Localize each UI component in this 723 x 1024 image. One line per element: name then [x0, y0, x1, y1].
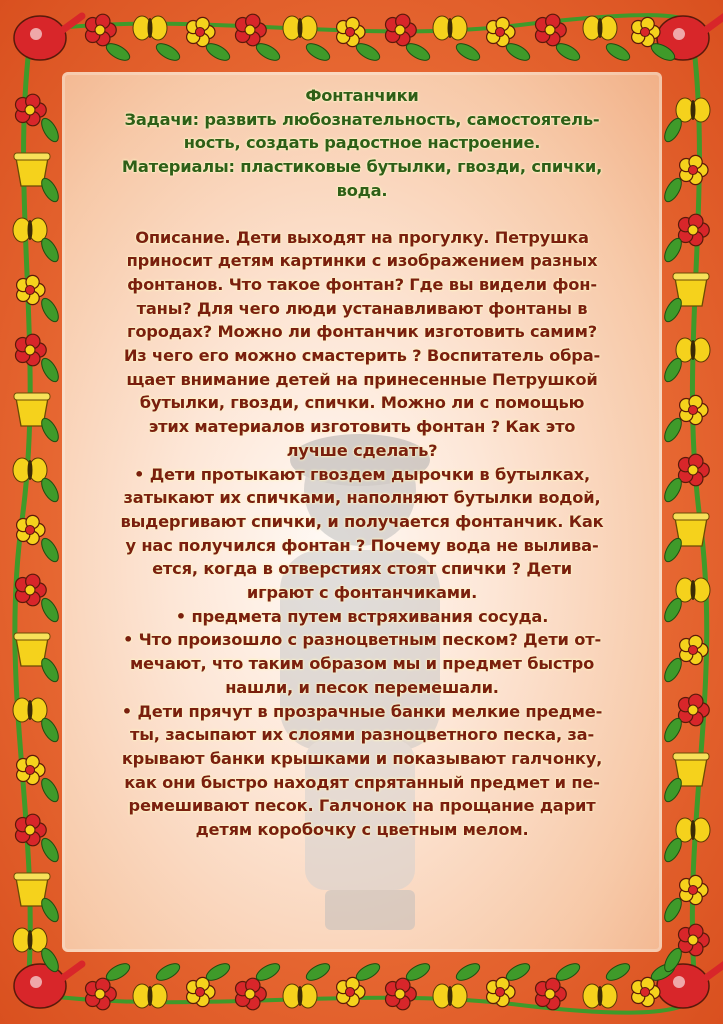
leaf-icon [661, 356, 684, 385]
description-line: приносит детям картинки с изображением разных [126, 251, 598, 271]
leaf-icon [354, 960, 383, 983]
leaf-icon [38, 716, 61, 745]
spacer [84, 203, 640, 226]
leaf-icon [38, 356, 61, 385]
butterfly-icon [133, 16, 167, 40]
leaf-icon [454, 960, 483, 983]
leaf-icon [554, 960, 583, 983]
flower-icon [680, 395, 708, 424]
description-line: у нас получился фонтан ? Почему вода не вылива- [125, 535, 599, 555]
description-line: • Дети протыкают гвоздем дырочки в бутылках, [134, 464, 590, 484]
flower-icon [680, 635, 708, 664]
materials-line: вода. [336, 180, 388, 200]
leaf-icon [661, 656, 684, 685]
leaf-icon [504, 960, 533, 983]
leaf-icon [661, 416, 684, 445]
description-line: таны? Для чего люди устанавливают фонтаны в [136, 298, 588, 318]
leaf-icon [554, 40, 583, 63]
description-line: Из чего его можно смастерить ? Воспитатель обра- [123, 346, 601, 366]
flower-icon [632, 977, 660, 1006]
description-line: ты, засыпают их слоями разноцветного песка, за- [130, 725, 594, 745]
leaf-icon [454, 40, 483, 63]
leaf-icon [38, 176, 61, 205]
butterfly-icon [13, 458, 47, 482]
flower-icon [678, 924, 709, 956]
leaf-icon [661, 116, 684, 145]
description-line: мечают, что таким образом мы и предмет быстро [129, 654, 595, 674]
leaf-icon [204, 40, 233, 63]
leaf-icon [38, 296, 61, 325]
flower-icon [487, 17, 515, 46]
flower-icon [235, 978, 266, 1010]
leaf-icon [661, 896, 684, 925]
description-line: лучше сделать? [286, 440, 438, 460]
description-line: • Что произошло с разноцветным песком? Дети от- [122, 630, 602, 650]
flower-icon [85, 978, 116, 1010]
butterfly-icon [283, 984, 317, 1008]
flower-icon [187, 17, 215, 46]
flower-icon [535, 978, 566, 1010]
flower-icon [678, 454, 709, 486]
butterfly-icon [433, 16, 467, 40]
description-line: как они быстро находят спрятанный предмет и пе- [124, 772, 600, 792]
description-line: • Дети прячут в прозрачные банки мелкие предме- [121, 701, 603, 721]
description-line: фонтанов. Что такое фонтан? Где вы видели фон- [127, 274, 597, 294]
flower-icon [17, 755, 45, 784]
description-line: щает внимание детей на принесенные Петрушкой [126, 369, 598, 389]
butterfly-icon [13, 218, 47, 242]
butterfly-icon [676, 578, 710, 602]
flower-icon [235, 14, 266, 46]
leaf-icon [154, 960, 183, 983]
leaf-icon [38, 596, 61, 625]
butterfly-icon [13, 698, 47, 722]
leaf-icon [504, 40, 533, 63]
leaf-icon [38, 236, 61, 265]
description-line: этих материалов изготовить фонтан ? Как это [148, 417, 576, 437]
leaf-icon [404, 40, 433, 63]
flower-icon [17, 515, 45, 544]
flower-icon [385, 978, 416, 1010]
butterfly-icon [676, 98, 710, 122]
description-line: ремешивают песок. Галчонок на прощание дарит [128, 796, 596, 816]
description-line: играют с фонтанчиками. [246, 583, 478, 603]
butterfly-icon [13, 928, 47, 952]
description-line: • предмета путем встряхивания сосуда. [175, 606, 549, 626]
leaf-icon [38, 776, 61, 805]
leaf-icon [661, 776, 684, 805]
materials-line: Материалы: пластиковые бутылки, гвозди, спички, [121, 157, 603, 177]
flower-icon [385, 14, 416, 46]
description-line: выдергивают спички, и получается фонтанчик. Как [120, 511, 604, 531]
description-line: городах? Можно ли фонтанчик изготовить самим? [127, 322, 597, 342]
leaf-icon [354, 40, 383, 63]
description-line: крывают банки крышками и показывают галчонку, [121, 748, 603, 768]
leaf-icon [604, 40, 633, 63]
leaf-icon [38, 656, 61, 685]
butterfly-icon [676, 818, 710, 842]
flower-icon [632, 17, 660, 46]
leaf-icon [38, 476, 61, 505]
leaf-icon [104, 960, 133, 983]
butterfly-icon [583, 984, 617, 1008]
description-line: нашли, и песок перемешали. [225, 677, 499, 697]
flower-icon [678, 214, 709, 246]
bucket-shape [325, 890, 415, 930]
description-line: детям коробочку с цветным мелом. [195, 820, 529, 840]
leaf-icon [661, 296, 684, 325]
page-title: Фонтанчики [305, 86, 419, 105]
leaf-icon [661, 176, 684, 205]
description-line: бутылки, гвозди, спички. Можно ли с помощью [139, 393, 585, 413]
flower-icon [85, 14, 116, 46]
leaf-icon [204, 960, 233, 983]
leaf-icon [254, 960, 283, 983]
butterfly-icon [283, 16, 317, 40]
leaf-icon [38, 416, 61, 445]
leaf-icon [38, 896, 61, 925]
butterfly-icon [133, 984, 167, 1008]
leaf-icon [254, 40, 283, 63]
leaf-icon [604, 960, 633, 983]
butterfly-icon [583, 16, 617, 40]
leaf-icon [154, 40, 183, 63]
leaf-icon [404, 960, 433, 983]
flower-icon [680, 875, 708, 904]
watering-can-icon [14, 964, 82, 1008]
flower-icon [680, 155, 708, 184]
description-line: ется, когда в отверстиях стоят спички ? Дети [152, 559, 572, 579]
leaf-icon [38, 116, 61, 145]
flower-icon [337, 17, 365, 46]
leaf-icon [661, 716, 684, 745]
leaf-icon [38, 536, 61, 565]
leaf-icon [38, 836, 61, 865]
leaf-icon [661, 236, 684, 265]
leaf-icon [304, 960, 333, 983]
tasks-line: Задачи: развить любознательность, самостоятель- [124, 109, 600, 129]
leaf-icon [661, 536, 684, 565]
leaf-icon [661, 836, 684, 865]
description-line: затыкают их спичками, наполняют бутылки водой, [123, 488, 601, 508]
watering-can-icon [14, 16, 82, 60]
leaf-icon [661, 596, 684, 625]
description-line: Описание. Дети выходят на прогулку. Петрушка [135, 227, 589, 247]
leaf-icon [104, 40, 133, 63]
leaf-icon [661, 476, 684, 505]
flower-icon [337, 977, 365, 1006]
tasks-line: ность, создать радостное настроение. [183, 133, 541, 153]
flower-icon [17, 275, 45, 304]
leaf-icon [304, 40, 333, 63]
butterfly-icon [433, 984, 467, 1008]
butterfly-icon [676, 338, 710, 362]
text-block [84, 84, 640, 842]
